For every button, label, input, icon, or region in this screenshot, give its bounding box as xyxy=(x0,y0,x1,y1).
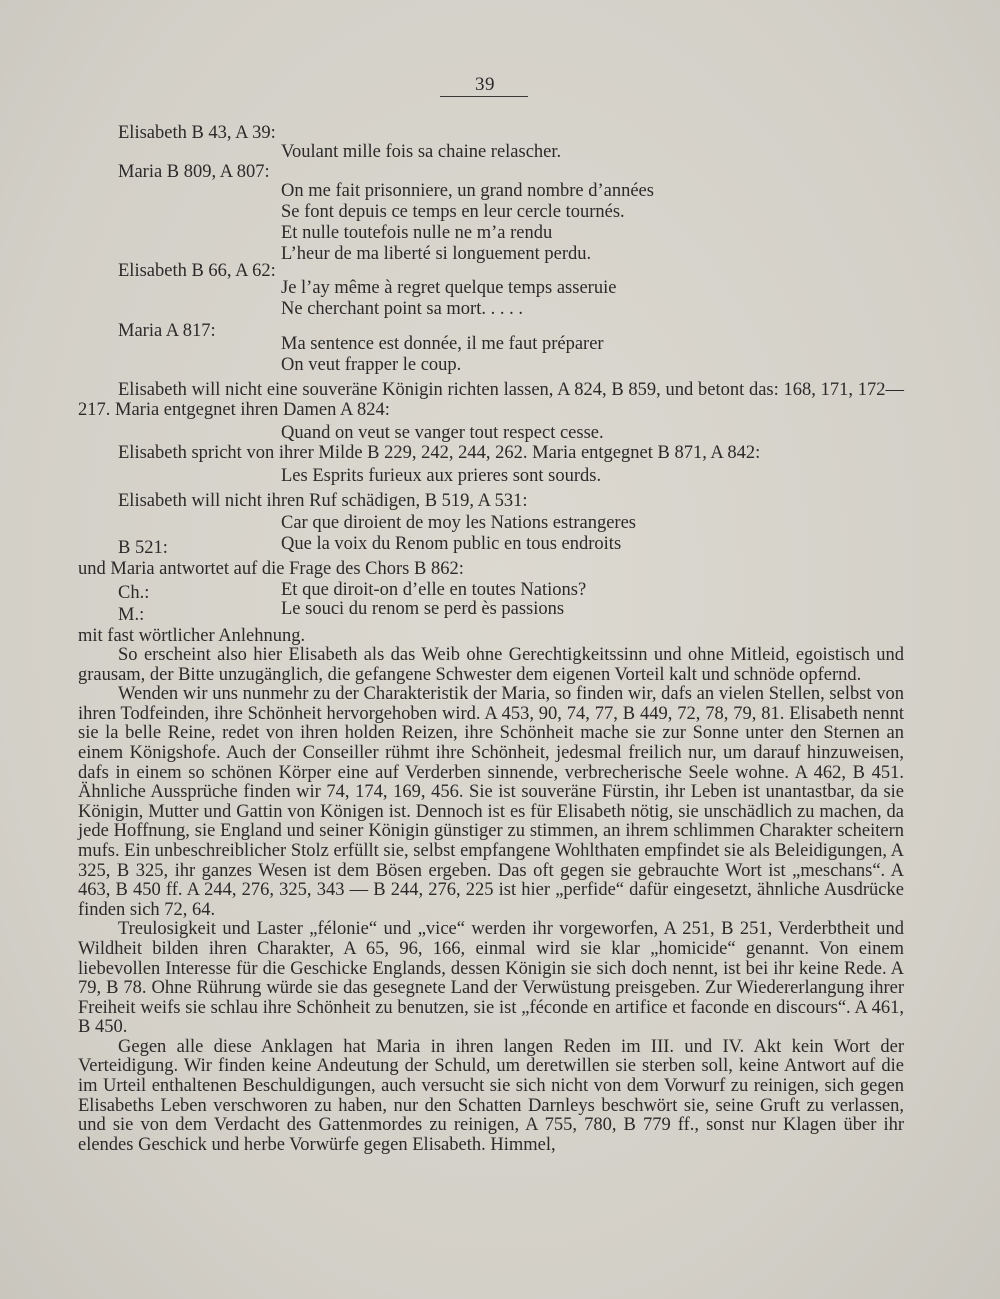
paragraph-text: Treulosigkeit und Laster „félonie“ und „vice“ werden ihr vorgeworfen, A 251, B 251, Verderbtheit und Wildheit bilden ihren Charakter, A 65, 96, 166, einmal wird sie klar „homicide“ genannt. Von einem liebevollen Interesse für die Geschicke Englands, dessen Königin sie sich doch nennt, ist bei ihr keine Rede. A 79, B 78. Ohne Rührung würde sie das gesegnete Land der Verwüstung preisgeben. Zur Wiedererlangung ihrer Freiheit weifs sie schlau ihre Schönheit zu benutzen, sie ist „féconde en artifice et faconde en discours“. A 461, B 450. xyxy=(78,919,904,1038)
paragraph-text: Elisabeth will nicht eine souveräne Königin richten lassen, A 824, B 859, und betont das: 168, 171, 172—217. Maria entgegnet ihren Damen A 824: xyxy=(78,380,904,420)
paragraph-text: Elisabeth spricht von ihrer Milde B 229, 242, 244, 262. Maria entgegnet B 871, A 842: xyxy=(118,443,761,463)
verse-block xyxy=(281,143,561,163)
body-text xyxy=(78,646,904,1155)
verse-line: Je l’ay même à regret quelque temps asseruie xyxy=(281,278,617,298)
verse-line: Et que diroit-on d’elle en toutes Nations? xyxy=(281,580,587,600)
paragraph-text: Wenden wir uns nunmehr zu der Charakteristik der Maria, so finden wir, dafs an vielen Stellen, selbst von ihren Todfeinden, ihre Schönheit hervorgehoben wird. A 453, 90, 74, 77, B 449, 72, 78, 79, 81. Elisabeth nennt sie la belle Reine, redet von ihren holden Reizen, ihre Schönheit mache sie zur Sonne unter den Sternen an einem Königshofe. Auch der Conseiller rühmt ihre Schönheit, jedesmal freilich nur, um darauf hinzuweisen, dafs in einem so schönen Körper eine auf Verderben sinnende, verbrecherische Seele wohne. A 462, B 451. Ähnliche Aussprüche finden wir 74, 174, 169, 456. Sie ist souveräne Fürstin, ihr Leben ist unantastbar, da sie Königin, Mutter und Gattin von Königen ist. Dennoch ist es für Elisabeth nötig, sie unschädlich zu machen, da jede Hoffnung, sie England und seiner Königin günstiger zu stimmen, an ihrem schlimmen Charakter scheitern mufs. Ein unbeschreiblicher Stolz erfüllt sie, selbst empfangene Wohlthaten empfindet sie als Beleidigungen, A 325, B 325, ihr ganzes Wesen ist dem Bösen ergeben. Das oft gegen sie gebrauchte Wort ist „meschans“. A 463, B 450 ff. A 244, 276, 325, 343 — B 244, 276, 225 ist hier „perfide“ dafür eingesetzt, ähnliche Ausdrücke finden sich 72, 64. xyxy=(78,684,904,920)
paragraph-text: So erscheint also hier Elisabeth als das Weib ohne Gerechtigkeitssinn und ohne Mitleid, egoistisch und grausam, der Bitte unzugänglich, die gefangene Schwester dem eigenen Vorteil kalt und schnöde opfernd. xyxy=(78,645,904,685)
verse-line: Ne cherchant point sa mort. . . . . xyxy=(281,299,523,319)
prose-paragraph xyxy=(78,492,904,512)
page-number: 39 xyxy=(475,74,495,95)
verse-line: Se font depuis ce temps en leur cercle tournés. xyxy=(281,202,625,222)
verse-line: Ma sentence est donnée, il me faut préparer xyxy=(281,334,604,354)
paragraph-text: Elisabeth will nicht ihren Ruf schädigen, B 519, A 531: xyxy=(118,491,528,511)
prose-paragraph xyxy=(78,560,904,580)
chorus-label: Ch.: xyxy=(118,583,150,603)
speaker-label: Maria A 817: xyxy=(118,321,216,341)
verse-block xyxy=(281,181,654,265)
prose-paragraph xyxy=(78,444,904,464)
prose-paragraph xyxy=(78,381,904,420)
paragraph-text: und Maria antwortet auf die Frage des Chors B 862: xyxy=(78,559,464,579)
verse-line: Que la voix du Renom public en tous endroits xyxy=(281,534,622,554)
verse-block xyxy=(281,278,616,320)
verse-line: Quand on veut se vanger tout respect cesse. xyxy=(281,423,604,443)
verse-line: Et nulle toutefois nulle ne m’a rendu xyxy=(281,223,553,243)
paragraph-text: Gegen alle diese Anklagen hat Maria in ihren langen Reden im III. und IV. Akt kein Wort der Verteidigung. Wir finden keine Andeutung der Schuld, um deretwillen sie sterben soll, keine Antwort auf die im Urteil enthaltenen Beschuldigungen, auch versucht sie sich nicht von dem Vorwurf zu reinigen, sich gegen Elisabeths Leben verschworen zu haben, nur den Schatten Darnleys beschwört sie, seine Gruft zu verlassen, und sie von dem Verdacht des Gattenmordes zu reinigen, A 755, 780, B 779 ff., sonst nur Klagen über ihr elendes Geschick und herbe Vorwürfe gegen Elisabeth. Himmel, xyxy=(78,1036,904,1155)
verse-line: Car que diroient de moy les Nations estrangeres xyxy=(281,513,636,533)
speaker-label: Elisabeth B 43, A 39: xyxy=(118,123,276,143)
prose-paragraph xyxy=(78,627,904,647)
verse-line: Le souci du renom se perd ès passions xyxy=(281,599,565,619)
paragraph-text: mit fast wörtlicher Anlehnung. xyxy=(78,626,306,646)
maria-label: M.: xyxy=(118,605,145,625)
page-number-rule xyxy=(440,96,528,97)
verse-line: On me fait prisonniere, un grand nombre d’années xyxy=(281,181,654,201)
verse-block xyxy=(281,334,604,376)
verse-line: Voulant mille fois sa chaine relascher. xyxy=(281,142,562,162)
verse-line: Les Esprits furieux aux prieres sont sourds. xyxy=(281,466,602,486)
speaker-label: Maria B 809, A 807: xyxy=(118,162,270,182)
verse-line: On veut frapper le coup. xyxy=(281,355,462,375)
speaker-label: Elisabeth B 66, A 62: xyxy=(118,261,276,281)
verse-line: L’heur de ma liberté si longuement perdu. xyxy=(281,244,592,264)
reference-label: B 521: xyxy=(118,538,168,558)
